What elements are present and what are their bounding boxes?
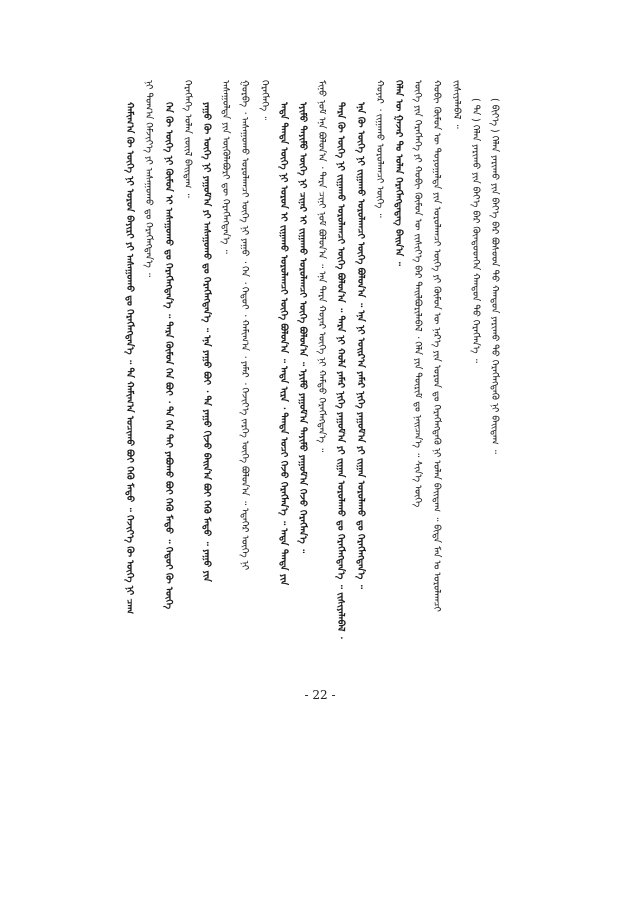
text-line: ᠶᠠᠭᠤ ᠬᠦ ᠦᠭᠡ ᠨᠢ ᠶᠠᠭᠤᠮ᠎ᠠ ᠶᠢ ᠠᠰᠠᠭᠤᠬᠤ ᠳᠤ ᠬᠡᠷᠡᠭᠯᠡᠭᠳᠡᠨ᠎ᠡ ᠃ ᠡᠨᠡ ᠶᠠᠭᠤ ᠪᠤᠢ ᠂ ᠲᠠ ᠶᠠᠭᠤ ᠬᠢᠵᠦ ᠪᠠᠢᠨ᠎ᠠ ᠪᠤᠢ ᠭᠡᠬᠦ ᠮᠡᠲᠦ ᠃ ᠶᠠᠭᠤ ᠶᠢᠨ <box>201 102 212 582</box>
text-line: ᠵᠢᠱᠢᠶᠡᠯᠡᠪᠡᠯ ᠃ <box>450 80 462 129</box>
text-line: ᠲᠡᠷᠡ ᠬᠦ ᠦᠭᠡ ᠨᠢ ᠵᠢᠭᠠᠬᠤ ᠣᠷᠣᠯᠠᠭᠴᠢ ᠦᠭᠡ ᠪᠣᠯᠤᠨ᠎ᠠ ᠃ ᠲᠡᠷᠡ ᠨᠢ ᠬᠣᠯᠠ ᠶᠠᠮᠠᠷ ᠨᠢᠭᠡ ᠶᠠᠭᠤᠮ᠎ᠠ ᠶᠢ ᠵᠢᠭᠠᠨ ᠣᠷᠣᠯᠠᠬᠤ ᠳᠤ ᠬᠡᠷᠡᠭᠯᠡᠭᠳᠡᠨ᠎ᠡ ᠃ ᠵᠢᠱᠢᠶᠡᠯᠡᠪᠡᠯ ᠂ <box>335 102 347 639</box>
text-line: ᠨᠢ ᠲᠣᠭ᠎ᠠ ᠬᠡᠮᠵᠢᠶ᠎ᠡ ᠶᠢ ᠠᠰᠠᠭᠤᠬᠤ ᠳᠤ ᠬᠡᠷᠡᠭᠯᠡᠭᠳᠡᠨ᠎ᠡ ᠃ <box>143 80 155 278</box>
text-line: ( ᠪᠢᠶ᠎ᠡ ) ᠬᠡᠯᠡᠨ ᠶᠠᠷᠢᠬᠤ᠌ ᠶᠢᠨ ᠪᠡᠶ᠎ᠡ ᠪᠡᠷ ᠪᠤᠰᠤᠳ ᠲᠤ᠌ ᠬᠠᠨᠳᠤᠨ ᠶᠠᠷᠢᠬᠤ᠌ ᠳᠤ᠌ ᠬᠡᠷᠡᠭᠯᠡᠭᠳᠡᠬᠦ ᠨᠢ ᠪᠠᠢᠳᠠᠭ ᠃ <box>489 98 500 454</box>
text-line: ᠡᠨᠳᠡ ᠲᠡᠨᠳᠡ ᠦᠭᠡ ᠨᠢ ᠣᠷᠣᠨ ᠢ ᠵᠢᠭᠠᠬᠤ ᠣᠷᠣᠯᠠᠭᠴᠢ ᠦᠭᠡ ᠪᠣᠯᠤᠨ᠎ᠠ ᠃ ᠡᠨᠳᠡ ᠢᠷᠡ ᠂ ᠲᠡᠨᠳᠡ ᠣᠴᠢ ᠭᠡᠵᠦ ᠬᠡᠷᠡᠭᠯᠡᠨ᠎ᠡ ᠃ ᠡᠨᠳᠡ ᠲᠡᠨᠳᠡ ᠶᠢᠨ <box>277 102 289 586</box>
rotated-text-block <box>124 80 518 670</box>
text-line: ᠡᠨᠡ ᠬᠦ ᠦᠭᠡ ᠨᠢ ᠵᠢᠭᠠᠬᠤ ᠣᠷᠣᠯᠠᠭᠴᠢ ᠦᠭᠡ ᠪᠣᠯᠤᠨ᠎ᠠ ᠃ ᠡᠨᠡ ᠨᠢ ᠣᠢᠷ᠎ᠠ ᠶᠠᠮᠠᠷ ᠨᠢᠭᠡ ᠶᠠᠭᠤᠮ᠎ᠠ ᠶᠢ ᠵᠢᠭᠠᠨ ᠣᠷᠣᠯᠠᠬᠤ ᠳᠤ ᠬᠡᠷᠡᠭᠯᠡᠭᠳᠡᠨ᠎ᠡ ᠃ <box>354 102 366 589</box>
text-line: ᠬᠡᠷᠡᠭᠯᠡᠭᠡ ᠃ <box>258 80 270 121</box>
text-line: ᠬᠡᠯᠡᠨ ᠦ ᠭᠠᠵᠠᠷ ᠲᠤ ᠣᠯᠠᠨ ᠬᠡᠷᠡᠭᠯᠡᠭᠳᠡᠳᠡᠭ ᠪᠠᠢᠨ᠎ᠠ ᠃ <box>393 80 404 266</box>
text-line: ᠮᠢᠨᠤ ᠨᠣᠮ ᠡᠨᠡ ᠪᠣᠯᠤᠨ᠎ᠠ ᠂ ᠲᠡᠷᠡ ᠴᠢᠨᠢ ᠨᠣᠮ ᠪᠣᠯᠤᠨ᠎ᠠ ᠃ ᠡᠨᠡ ᠲᠡᠷᠡ ᠬᠣᠶᠠᠷ ᠦᠭᠡ ᠨᠢ ᠬᠠᠮᠲᠤ ᠬᠡᠷᠡᠭᠯᠡᠭᠳᠡᠨ᠎ᠡ ᠃ <box>316 80 328 453</box>
text-line: ᠬᠡᠨ ᠬᠦ ᠦᠭᠡ ᠨᠢ ᠬᠦᠮᠦᠨ ᠢ ᠠᠰᠠᠭᠤᠬᠤ ᠳᠤ ᠬᠡᠷᠡᠭᠯᠡᠭᠳᠡᠨ᠎ᠡ ᠃ ᠲᠡᠷᠡ ᠬᠦᠮᠦᠨ ᠬᠡᠨ ᠪᠤᠢ ᠂ ᠲᠠ ᠬᠡᠨ ᠲᠡᠢ ᠶᠠᠪᠤᠬᠤ ᠪᠤᠢ ᠭᠡᠬᠦ ᠮᠡᠲᠦ ᠃ ᠬᠡᠳᠦᠢ ᠬᠦ ᠦᠭᠡ <box>162 102 174 610</box>
text-line: ᠦᠭᠡ ᠶᠢᠨ ᠬᠡᠷᠡᠭᠯᠡᠭᠡ ᠶᠢ ᠬᠤᠪᠢ ᠬᠦᠮᠦᠨ ᠦ ᠵᠢᠱᠢᠶ᠎ᠡ ᠪᠡᠷ ᠲᠠᠢᠯᠪᠤᠷᠢᠯᠠᠪᠠᠯ ᠂ ᠬᠡᠯᠡ ᠶᠢᠨ ᠳᠦᠷᠢᠮ ᠳᠤ ᠨᠡᠢᠴᠡᠨ᠎ᠡ ᠃ ᠰᠢᠨ᠎ᠡ ᠦᠭᠡ <box>412 80 424 508</box>
text-line: ᠭᠤᠷᠪᠠ ᠂ ᠠᠰᠠᠭᠤᠬᠤ ᠣᠷᠣᠯᠠᠭᠴᠢ ᠦᠭᠡ ᠨᠢ ᠶᠠᠭᠤ ᠂ ᠬᠡᠨ ᠂ ᠬᠡᠳᠦᠢ ᠂ ᠬᠠᠮᠢᠭ᠎ᠠ ᠂ ᠶᠠᠮᠠᠷ ᠂ ᠬᠡᠵᠢᠶ᠎ᠡ ᠵᠡᠷᠭᠡ ᠦᠭᠡ ᠪᠣᠯᠤᠨ᠎ᠠ ᠃ ᠡᠳᠡᠭᠡᠷ ᠦᠭᠡ ᠨᠢ <box>239 80 251 571</box>
text-line: ᠬᠣᠶᠠᠷ ᠂ ᠵᠢᠭᠠᠬᠤ ᠣᠷᠣᠯᠠᠭᠴᠢ ᠦᠭᠡ ᠃ <box>373 80 385 218</box>
page-number: - 22 - <box>304 688 336 702</box>
text-line: ᠠᠰᠠᠭᠤᠯᠲᠠ ᠶᠢᠨ ᠥᠭᠦᠯᠡᠪᠦᠷᠢ ᠳᠦ ᠬᠡᠷᠡᠭᠯᠡᠭᠳᠡᠨ᠎ᠡ ᠃ <box>220 80 232 254</box>
text-line: ᠡᠶᠢᠮᠦ ᠲᠡᠶᠢᠮᠦ ᠦᠭᠡ ᠨᠢ ᠴᠢᠨᠠᠷ ᠢ ᠵᠢᠭᠠᠬᠤ ᠣᠷᠣᠯᠠᠭᠴᠢ ᠦᠭᠡ ᠪᠣᠯᠤᠨ᠎ᠠ ᠃ ᠡᠶᠢᠮᠦ ᠶᠠᠭᠤᠮ᠎ᠠ ᠲᠡᠶᠢᠮᠦ ᠶᠠᠭᠤᠮ᠎ᠠ ᠭᠡᠵᠦ ᠬᠡᠷᠡᠭᠯᠡᠨ᠎ᠡ ᠃ <box>297 102 308 554</box>
text-line: ( ᠲᠠ ) ᠬᠡᠯᠡᠨ ᠶᠠᠷᠢᠬᠤ᠌ ᠶᠢᠨ ᠪᠡᠶ᠎ᠡ ᠪᠡᠷ ᠬᠦᠨᠳᠦᠳᠬᠡᠨ ᠬᠠᠨᠳᠤᠨ ᠲᠤ᠌ ᠬᠡᠷᠡᠭᠯᠡᠨ᠎ᠡ ᠃ <box>469 98 481 363</box>
text-line: ᠬᠤᠪᠢ ᠬᠦᠮᠦᠨ ᠦ ᠲᠤᠶᠤᠭᠠᠯᠲᠠ ᠶᠢᠨ ᠣᠷᠣᠯᠠᠭᠴᠢ ᠦᠭᠡ ᠶᠢ ᠬᠦᠮᠦᠨ ᠦ ᠨᠡᠷ᠎ᠡ ᠶᠢᠨ ᠣᠷᠣᠨ ᠳᠤ ᠬᠡᠷᠡᠭᠯᠡᠭᠳᠡᠬᠦ ᠨᠢ ᠣᠯᠠᠨ ᠪᠠᠢᠳᠠᠭ ᠃ ᠪᠢᠳᠡ ᠮᠠᠨ ᠤ ᠣᠷᠣᠯᠠᠭᠴᠢ <box>431 80 443 612</box>
text-line: ᠬᠡᠷᠡᠭᠯᠡᠭᠡ ᠣᠯᠠᠨ ᠵᠦᠢᠯ ᠪᠠᠢᠳᠠᠭ ᠃ <box>181 80 193 198</box>
text-line: ᠬᠠᠮᠢᠭ᠎ᠠ ᠬᠦ ᠦᠭᠡ ᠨᠢ ᠣᠷᠣᠨ ᠪᠠᠶᠢᠷᠢ ᠶᠢ ᠠᠰᠠᠭᠤᠬᠤ ᠳᠤ ᠬᠡᠷᠡᠭᠯᠡᠭᠳᠡᠨ᠎ᠡ ᠃ ᠲᠠ ᠬᠠᠮᠢᠭ᠎ᠠ ᠣᠴᠢᠬᠤ ᠪᠤᠢ ᠭᠡᠬᠦ ᠮᠡᠲᠦ ᠃ ᠬᠡᠵᠢᠶ᠎ᠡ ᠬᠦ ᠦᠭᠡ ᠨᠢ ᠴᠠᠭ <box>124 102 136 615</box>
